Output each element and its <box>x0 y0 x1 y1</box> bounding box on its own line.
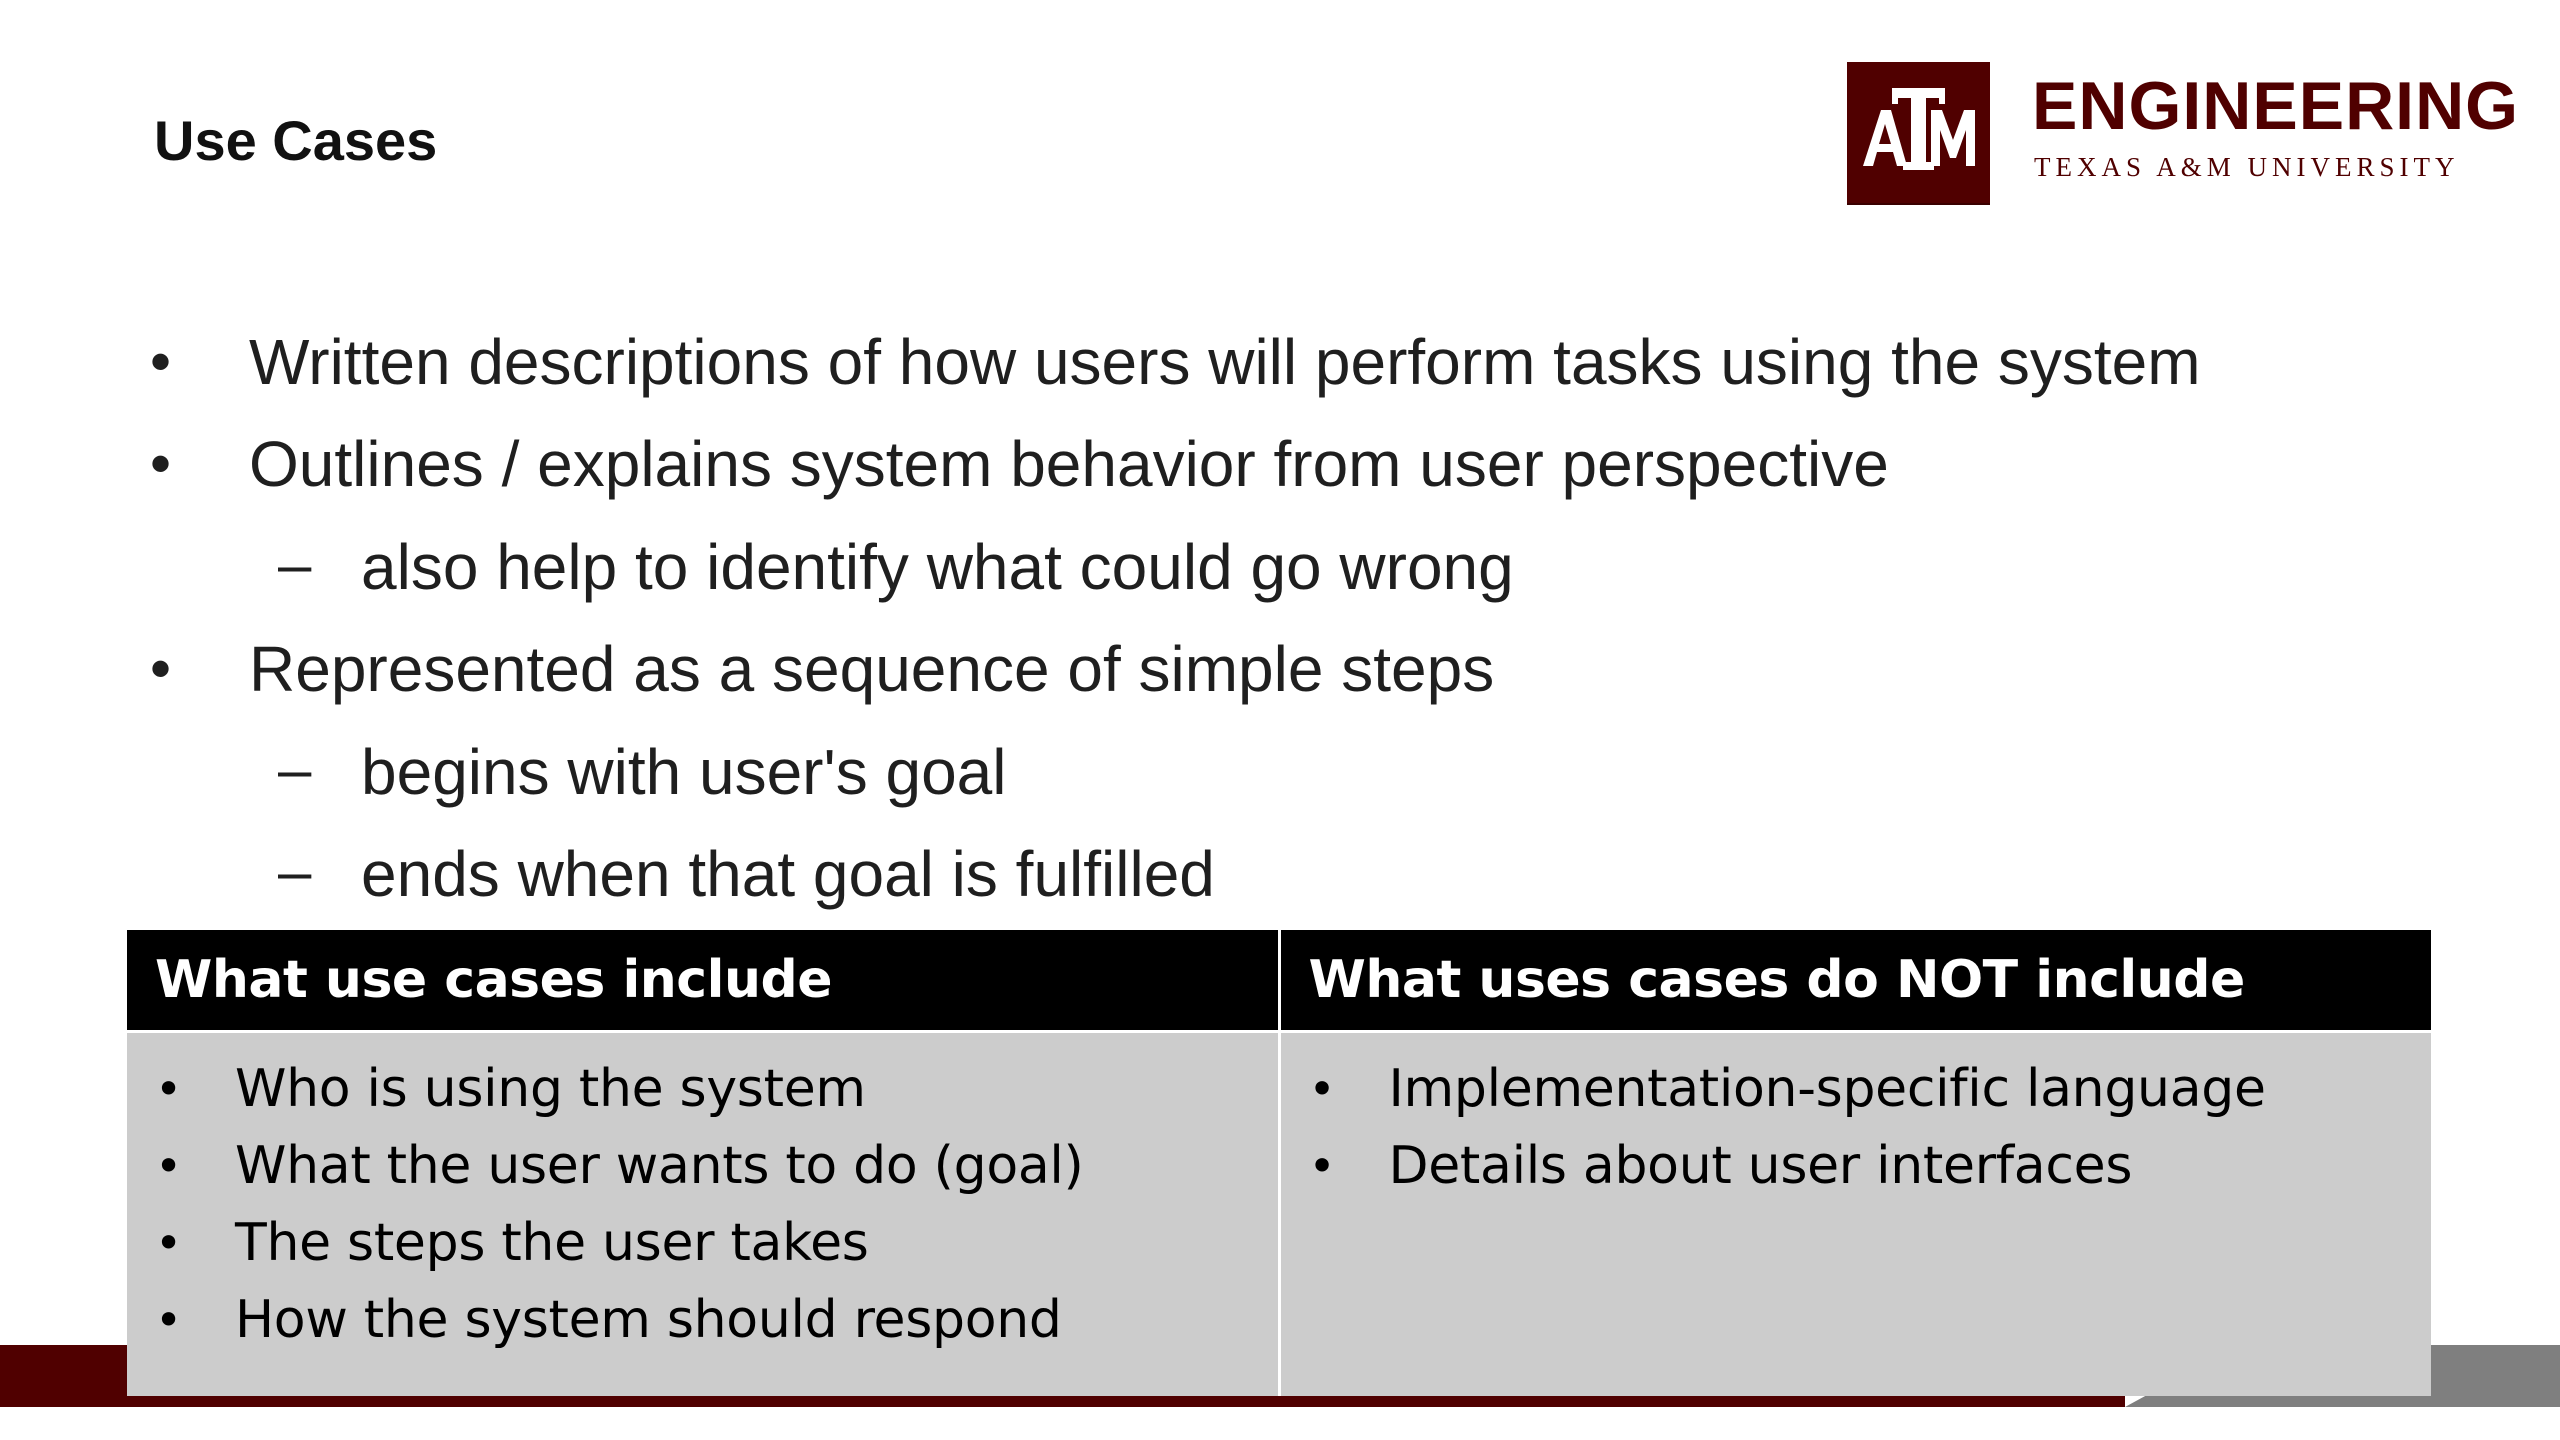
exclude-list <box>1309 1051 2432 1205</box>
footer-maroon-line <box>0 1395 2125 1407</box>
bullet-text: Represented as a sequence of simple steps <box>249 633 1495 705</box>
dash-marker: – <box>278 531 312 598</box>
slide-title: Use Cases <box>154 109 438 172</box>
bullet-marker: • <box>155 1139 182 1193</box>
bullet-text: Written descriptions of how users will perform tasks using the system <box>249 326 2201 398</box>
list-item <box>1309 1128 2432 1205</box>
use-case-comparison-table <box>127 930 2431 1396</box>
bullet-marker: • <box>155 1293 182 1347</box>
list-item <box>155 1282 1278 1359</box>
bullet-marker: • <box>150 635 172 702</box>
atm-monogram-icon <box>1847 62 1990 205</box>
list-item-text: What the user wants to do (goal) <box>235 1136 1084 1196</box>
include-list <box>155 1051 1278 1359</box>
atm-logo-mark <box>1847 62 1990 205</box>
table-header-exclude: What uses cases do NOT include <box>1279 930 2431 1032</box>
bullet-marker: • <box>155 1216 182 1270</box>
list-item-text: Who is using the system <box>235 1059 866 1119</box>
exclude-cell <box>1279 1032 2431 1397</box>
bullet-marker: • <box>1308 1062 1336 1116</box>
bullet-marker: • <box>1308 1139 1336 1193</box>
list-item <box>155 1205 1278 1282</box>
table-row <box>127 1032 2431 1397</box>
bullet-marker: • <box>150 430 172 497</box>
table-header-row <box>127 930 2431 1032</box>
logo-wordmark: ENGINEERING <box>2032 68 2520 144</box>
bullet-text: ends when that goal is fulfilled <box>361 838 1215 910</box>
bullet-marker: • <box>155 1062 182 1116</box>
list-item-text: Implementation-specific language <box>1388 1059 2266 1119</box>
list-item-text: Details about user interfaces <box>1388 1136 2133 1196</box>
list-item <box>155 1051 1278 1128</box>
include-cell <box>127 1032 1279 1397</box>
list-item-text: How the system should respond <box>235 1290 1062 1350</box>
bullet-text: also help to identify what could go wrong <box>361 531 1514 603</box>
bullet-marker: • <box>150 328 172 395</box>
dash-marker: – <box>278 736 312 803</box>
dash-marker: – <box>278 838 312 905</box>
list-item <box>1309 1051 2432 1128</box>
logo-subtitle: TEXAS A&M UNIVERSITY <box>2034 152 2460 182</box>
bullet-text: Outlines / explains system behavior from user perspective <box>249 428 1889 500</box>
tamu-engineering-logo <box>1847 62 2520 208</box>
list-item-text: The steps the user takes <box>235 1213 869 1273</box>
bullet-text: begins with user's goal <box>361 736 1007 808</box>
list-item <box>155 1128 1278 1205</box>
table-header-include: What use cases include <box>127 930 1279 1032</box>
